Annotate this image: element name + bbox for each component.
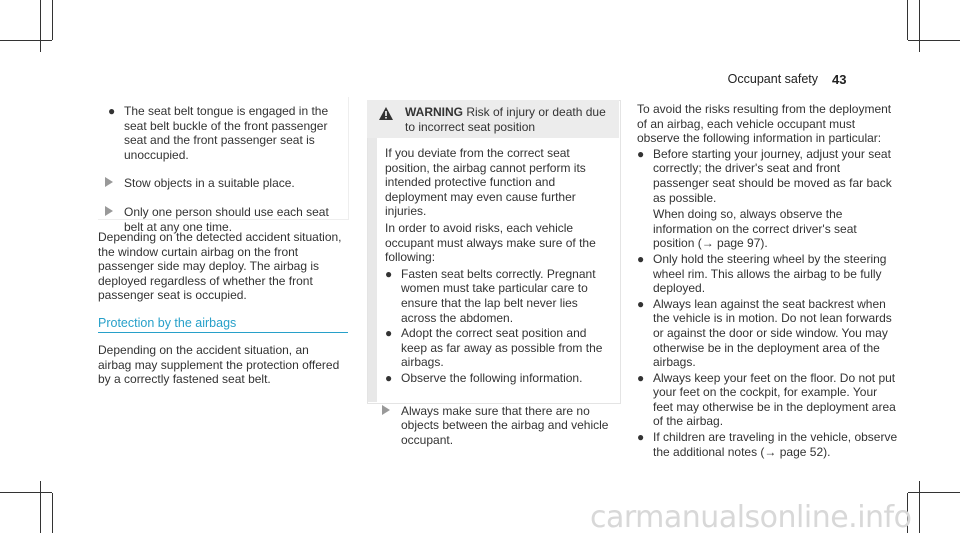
header-title: Occupant safety <box>727 72 818 86</box>
warning-icon <box>379 107 393 120</box>
instruction-step: Stow objects in a suitable place. <box>124 176 336 191</box>
bullet-icon: ● <box>637 251 645 266</box>
warning-title: Risk of injury or death due to incorrect seat position <box>405 105 606 134</box>
step-arrow-icon <box>105 206 113 216</box>
crop-mark <box>40 0 41 52</box>
crop-mark <box>908 40 960 41</box>
warning-title-block <box>405 105 615 134</box>
crop-mark <box>0 492 52 493</box>
paragraph: Depending on the detected accident situation, the window curtain airbag on the front passenger side may deploy. The airbag is deployed regardless of whether the front passenger seat is occupied. <box>98 230 342 303</box>
list-item: ● Always lean against the seat backrest when the vehicle is in motion. Do not lean forwards or against the door or side window. You may otherwise be in the deployment area of the airbags. <box>637 296 892 370</box>
crop-mark <box>908 492 960 493</box>
list-item-continuation: When doing so, always observe the information on the correct driver's seat position (→ page 97). <box>653 207 857 251</box>
instruction-step: Only one person should use each seat belt at any one time. <box>124 205 336 234</box>
warning-content <box>385 146 613 447</box>
section-divider <box>98 332 348 333</box>
list-item: ● Adopt the correct seat position and keep as far away as possible from the airbags. <box>385 326 603 370</box>
crop-mark <box>919 481 920 533</box>
step-arrow-icon <box>105 177 113 187</box>
bullet-icon: ● <box>385 266 393 281</box>
crop-mark <box>40 481 41 533</box>
section-title: Protection by the airbags <box>98 316 237 330</box>
list-item: ● If children are traveling in the vehicle, observe the additional notes (→ page 52). <box>637 430 898 459</box>
list-item: ● Always keep your feet on the floor. Do not put your feet on the cockpit, for example. Your feet may otherwise be in the deployment area of the airbag. <box>637 370 896 429</box>
bullet-icon: ● <box>108 104 116 118</box>
column-3 <box>637 102 899 459</box>
warning-label: WARNING <box>405 105 463 119</box>
bullet-icon: ● <box>637 146 645 161</box>
page-header <box>727 72 847 87</box>
instruction-step: Always make sure that there are no objects between the airbag and vehicle occupant. <box>385 404 613 448</box>
paragraph: In order to avoid risks, each vehicle occupant must always make sure of the following: <box>385 220 596 265</box>
crop-mark <box>919 0 920 52</box>
list-item: ● The seat belt tongue is engaged in the seat belt buckle of the front passenger seat and the front passenger seat is unoccupied. <box>108 104 329 162</box>
bullet-icon: ● <box>385 326 393 341</box>
info-list <box>637 147 899 459</box>
page-number: 43 <box>832 72 847 87</box>
paragraph: Depending on the accident situation, an airbag may supplement the protection offered by a correctly fastened seat belt. <box>98 343 340 387</box>
bullet-icon: ● <box>385 370 393 385</box>
column-1 <box>108 104 336 234</box>
bullet-icon: ● <box>637 430 645 445</box>
list-item: ● Only hold the steering wheel by the steering wheel rim. This allows the airbag to be fully deployed. <box>637 251 887 296</box>
warning-list <box>385 267 613 386</box>
list-item: ● Fasten seat belts correctly. Pregnant women must take particular care to ensure that the lap belt never lies across the abdomen. <box>385 266 596 325</box>
crop-mark <box>0 40 52 41</box>
paragraph: If you deviate from the correct seat position, the airbag cannot perform its intended protective function and deployment may even cause further injuries. <box>385 146 586 219</box>
step-arrow-icon <box>382 405 390 415</box>
watermark: carmanualsonline.info <box>590 500 912 535</box>
bullet-icon: ● <box>637 370 645 385</box>
crop-mark <box>907 0 908 40</box>
warning-header <box>367 100 619 138</box>
paragraph: To avoid the risks resulting from the deployment of an airbag, each vehicle occupant must observe the following information in particular: <box>637 102 892 146</box>
bullet-icon: ● <box>637 296 645 311</box>
list-item: ● Before starting your journey, adjust your seat correctly; the driver's seat and front passenger seat should be moved as far back as possible. <box>637 146 892 205</box>
crop-mark <box>52 0 53 40</box>
crop-mark <box>52 493 53 533</box>
list-item: ● Observe the following information. <box>385 370 583 385</box>
